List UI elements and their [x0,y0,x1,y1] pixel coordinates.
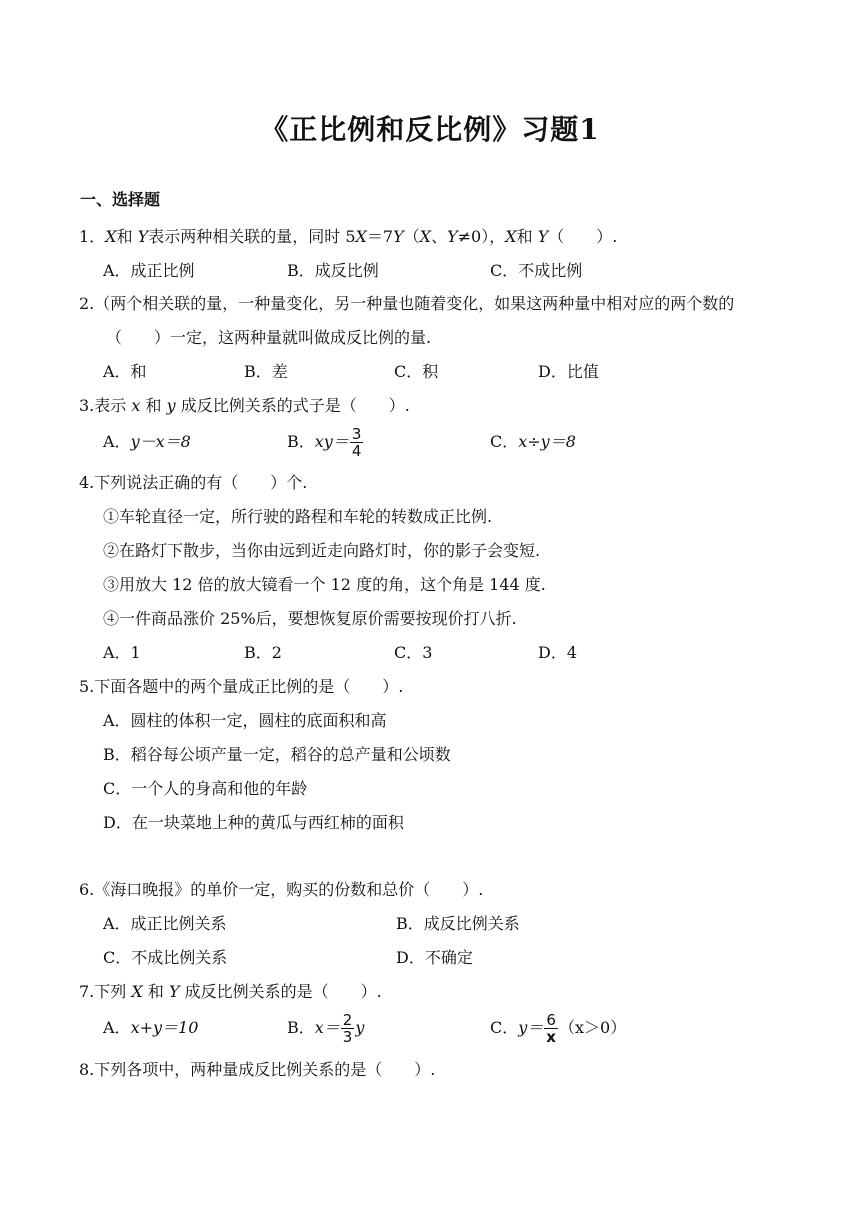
question-1-option-a[interactable]: A．成正比例 [103,261,195,280]
question-5-stem: 5.下面各题中的两个量成正比例的是（ ）. [79,677,404,696]
question-7-option-a[interactable]: A．x+y＝10 [103,1018,199,1037]
question-4-option-b[interactable]: B．2 [244,643,282,662]
question-4-option-a[interactable]: A．1 [103,643,141,662]
question-7-stem: 7.下列 X 和 Y 成反比例关系的是（ ）. [79,982,382,1001]
fraction-2-3: $\frac{2}{3}$ [342,1010,353,1046]
question-2-option-a[interactable]: A．和 [103,362,147,381]
question-4-statement-4: ④一件商品涨价 25%后，要想恢复原价需要按现价打八折. [103,609,517,628]
question-6-option-c[interactable]: C．不成比例关系 [103,948,228,967]
question-5-option-b[interactable]: B．稻谷每公顷产量一定，稻谷的总产量和公顷数 [103,745,451,764]
question-3-option-a[interactable]: A．y－x＝8 [103,432,191,451]
question-3-option-b[interactable]: B．xy＝ $\frac{3}{4}$ [287,424,362,460]
question-1-option-c[interactable]: C．不成比例 [490,261,583,280]
question-5-option-a[interactable]: A．圆柱的体积一定，圆柱的底面积和高 [103,711,387,730]
fraction-6-x: $\frac{6}{x}$ [546,1010,556,1046]
question-5-option-c[interactable]: C．一个人的身高和他的年龄 [103,779,308,798]
question-4-statement-3: ③用放大 12 倍的放大镜看一个 12 度的角，这个角是 144 度. [103,575,546,594]
question-6-option-d[interactable]: D．不确定 [396,948,473,967]
question-7-option-b[interactable]: B．x＝ $\frac{2}{3}$ y [287,1010,365,1046]
question-2-stem-line-2: （ ）一定，这两种量就叫做成反比例的量. [106,328,432,347]
question-4-statement-1: ①车轮直径一定，所行驶的路程和车轮的转数成正比例. [103,507,493,526]
question-4-option-d[interactable]: D．4 [538,643,578,662]
question-8-stem: 8.下列各项中，两种量成反比例关系的是（ ）. [79,1060,436,1079]
question-3-option-c[interactable]: C．x÷y＝8 [490,432,576,451]
question-1-stem: 1．X和 Y表示两种相关联的量，同时 5X＝7Y（X、Y≠0），X和 Y（ ）. [79,227,618,246]
question-4-option-c[interactable]: C．3 [394,643,433,662]
fraction-3-4: $\frac{3}{4}$ [351,424,362,460]
question-4-stem: 4.下列说法正确的有（ ）个. [79,473,308,492]
question-3-stem: 3.表示 x 和 y 成反比例关系的式子是（ ）. [79,396,410,415]
question-4-statement-2: ②在路灯下散步，当你由远到近走向路灯时，你的影子会变短. [103,541,541,560]
question-6-stem: 6.《海口晚报》的单价一定，购买的份数和总价（ ）. [79,880,484,899]
page-title: 《正比例和反比例》习题1 [260,113,600,146]
question-5-option-d[interactable]: D．在一块菜地上种的黄瓜与西红柿的面积 [103,813,404,832]
question-2-option-c[interactable]: C．积 [394,362,439,381]
question-1-option-b[interactable]: B．成反比例 [287,261,379,280]
question-2-option-b[interactable]: B．差 [244,362,288,381]
question-6-option-a[interactable]: A．成正比例关系 [103,914,227,933]
question-7-option-c[interactable]: C．y＝ $\frac{6}{x}$ （x＞0） [490,1010,627,1046]
question-6-option-b[interactable]: B．成反比例关系 [396,914,520,933]
question-2-option-d[interactable]: D．比值 [538,362,599,381]
question-2-stem-line-1: 2.（两个相关联的量，一种量变化，另一种量也随着变化，如果这两种量中相对应的两个数的 [79,294,735,313]
section-heading: 一、选择题 [80,190,161,209]
